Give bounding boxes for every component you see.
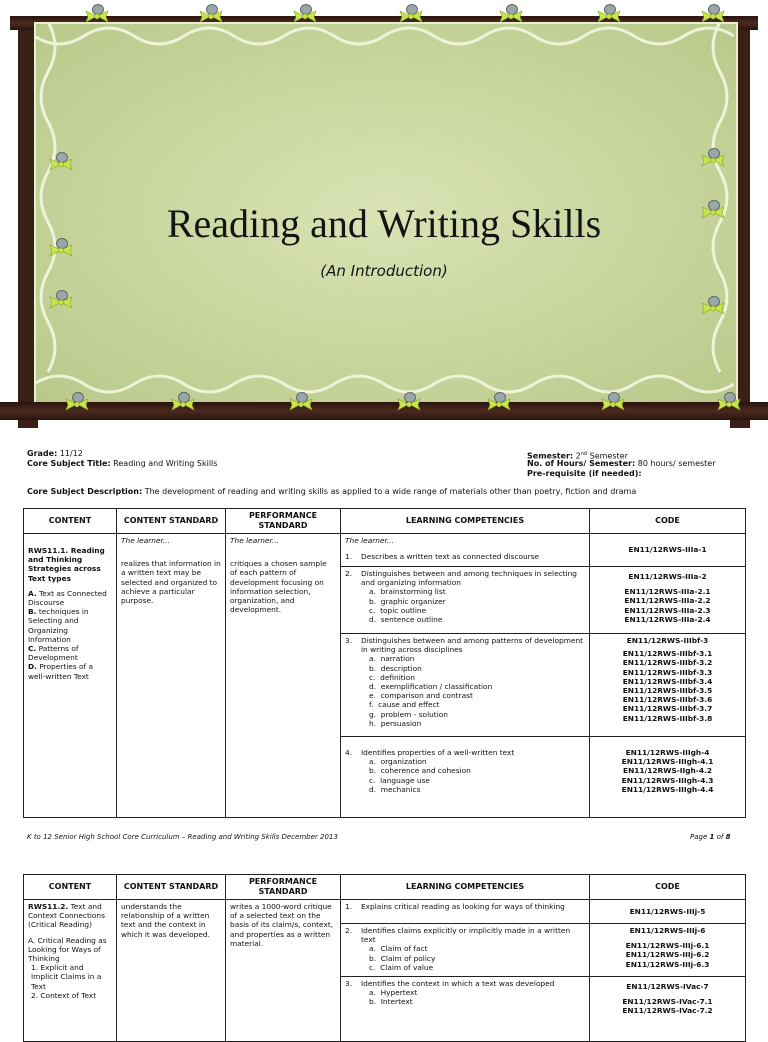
bow-icon (700, 302, 726, 316)
bow-icon (288, 398, 314, 412)
col-header-competencies: LEARNING COMPETENCIES (341, 875, 590, 900)
col-header-content-standard: CONTENT STANDARD (117, 875, 226, 900)
description-value: The development of reading and writing skills as applied to a wide range of materials other than poetry, fiction and drama (144, 487, 637, 496)
content-cell (24, 534, 117, 818)
bow-icon (600, 398, 626, 412)
ribbon-bow-icon (48, 152, 74, 170)
bow-icon (292, 10, 318, 24)
ribbon-bow-icon (700, 148, 726, 166)
hours-line (527, 459, 716, 469)
competency-cell (341, 567, 590, 634)
ribbon-bow-icon (288, 392, 314, 410)
code-cell (590, 924, 746, 977)
competency-code: EN11/12RWS-IIIa-1 (628, 545, 707, 555)
grade-value: 11/12 (59, 449, 83, 458)
competency-sub: d. mechanics (369, 784, 421, 794)
semester-num: 2 (575, 451, 581, 461)
competency-sub: c. topic outline (369, 605, 427, 615)
competency-item: 3. Identifies the context in which a text was developed (345, 979, 555, 988)
description-label: Core Subject Description: (27, 487, 143, 496)
content-item: 1. Explicit and Implicit Claims in a Text (31, 963, 102, 991)
footer-left: K to 12 Senior High School Core Curriculum – Reading and Writing Skills December 2013 (27, 833, 338, 841)
ribbon-bow-icon (498, 4, 524, 22)
competency-subcode: EN11/12RWS-IIIj-6.2 (625, 950, 710, 960)
semester-label: Semester: (527, 451, 574, 461)
code-cell (590, 737, 746, 818)
competency-sub: a. narration (369, 654, 415, 664)
competency-subcode: EN11/12RWS-IIIa-2.2 (624, 596, 711, 606)
bow-icon (170, 398, 196, 412)
competency-sub: a. Hypertext (369, 988, 418, 998)
col-header-performance-standard: PERFORMANCE STANDARD (226, 509, 341, 534)
ribbon-bow-icon (64, 392, 90, 410)
col-header-content-standard: CONTENT STANDARD (117, 509, 226, 534)
col-header-code: CODE (590, 509, 746, 534)
competency-subcode: EN11/12RWS-IIIgh-4.4 (621, 784, 714, 794)
competency-subcode: EN11/12RWS-IIIgh-4.3 (621, 775, 714, 785)
frame-bottom-bar (0, 402, 768, 420)
ribbon-bow-icon (596, 4, 622, 22)
hours-label: No. of Hours/ Semester: (527, 459, 636, 468)
competency-sub: b. coherence and cohesion (369, 766, 471, 776)
competency-code: EN11/12RWS-IIIgh-4 (625, 748, 710, 757)
competency-sub: b. graphic organizer (369, 596, 446, 606)
bow-icon (596, 10, 622, 24)
content-item: D. Properties of a well-written Text (28, 662, 94, 681)
ribbon-bow-icon (396, 392, 422, 410)
ribbon-bow-icon (700, 4, 726, 22)
cover-subtitle: (An Introduction) (320, 262, 448, 280)
competency-item: 2. Identifies claims explicitly or implicitly made in a written text (345, 926, 571, 945)
competency-subcode: EN11/12RWS-IIIbf-3.2 (622, 658, 713, 668)
content-title: RWS11.1. Reading and Thinking Strategies across Text types (28, 546, 105, 583)
performance-standard-cell (226, 900, 341, 1042)
title-value: Reading and Writing Skills (113, 459, 218, 468)
bow-icon (198, 10, 224, 24)
learner-label: The learner... (345, 536, 394, 545)
competency-code: EN11/12RWS-IIIj-5 (629, 906, 706, 916)
competency-sub: f. cause and effect (369, 700, 440, 710)
competency-item: 1. Describes a written text as connected discourse (345, 552, 540, 562)
competency-subcode: EN11/12RWS-IVac-7.1 (622, 997, 713, 1007)
competency-cell (341, 634, 590, 737)
competency-sub: b. description (369, 663, 422, 673)
competency-sub: a. brainstorming list (369, 587, 446, 597)
competency-cell (341, 900, 590, 924)
competency-cell (341, 534, 590, 567)
performance-standard-text: critiques a chosen sample of each pattern of development focusing on information selection, organization, and development. (230, 559, 327, 615)
prereq-label: Pre-requisite (if needed): (527, 469, 642, 478)
bow-icon (48, 158, 74, 172)
competency-subcode: EN11/12RWS-IIIbf-3.3 (622, 667, 713, 677)
col-header-content: CONTENT (24, 509, 117, 534)
code-cell (590, 900, 746, 924)
grade-line (27, 449, 83, 459)
ribbon-bow-icon (292, 4, 318, 22)
competency-subcode: EN11/12RWS-IIIj-6.3 (625, 959, 710, 969)
ribbon-bow-icon (198, 4, 224, 22)
competency-code: EN11/12RWS-IIIj-6 (629, 926, 706, 935)
competency-item: 1. Explains critical reading as looking for ways of thinking (345, 902, 565, 911)
performance-standard-text: writes a 1000-word critique of a selected text on the basis of its claim/s, context, and properties as a written material. (230, 902, 334, 948)
ribbon-bow-icon (700, 296, 726, 314)
ribbon-bow-icon (716, 392, 742, 410)
col-header-content: CONTENT (24, 875, 117, 900)
competency-subcode: EN11/12RWS-IIIa-2.3 (624, 605, 711, 615)
content-standard-cell (117, 900, 226, 1042)
ribbon-bow-icon (84, 4, 110, 22)
cover-title: Reading and Writing Skills (166, 201, 602, 246)
bow-icon (84, 10, 110, 24)
content-cell (24, 900, 117, 1042)
bow-icon (48, 296, 74, 310)
bow-icon (716, 398, 742, 412)
competency-sub: b. Claim of policy (369, 953, 436, 963)
competency-sub: h. persuasion (369, 718, 422, 728)
bow-icon (396, 398, 422, 412)
competency-sub: c. Claim of value (369, 962, 434, 972)
content-item: A. Critical Reading as Looking for Ways of Thinking (28, 935, 107, 964)
competency-item: 3. Distinguishes between and among patterns of development in writing across disciplines (345, 636, 584, 655)
competency-code: EN11/12RWS-IIIbf-3 (626, 636, 709, 645)
competency-subcode: EN11/12RWS-IVac-7.2 (622, 1006, 713, 1016)
content-standard-text: understands the relationship of a written text and the context in which it was developed. (121, 902, 210, 939)
competency-sub: a. Claim of fact (369, 944, 428, 954)
competency-subcode: EN11/12RWS-IIIgh-4.1 (621, 757, 714, 767)
competency-cell (341, 977, 590, 1042)
ribbon-bow-icon (48, 290, 74, 308)
curriculum-table-page1 (23, 508, 746, 818)
competency-subcode: EN11/12RWS-IIIbf-3.1 (622, 649, 713, 659)
competency-sub: c. language use (369, 775, 430, 785)
bow-icon (700, 10, 726, 24)
competency-sub: a. organization (369, 757, 427, 767)
table-header-row (24, 509, 746, 534)
description-line (27, 487, 747, 496)
table-header-row (24, 875, 746, 900)
performance-standard-cell (226, 534, 341, 818)
footer-page: Page 1 of 8 (690, 833, 731, 841)
competency-subcode: EN11/12RWS-IIIbf-3.4 (622, 676, 713, 686)
content-item: B. techniques in Selecting and Organizing Information (28, 607, 89, 644)
bow-icon (498, 10, 524, 24)
curriculum-table-page2 (23, 874, 746, 1042)
semester-sup: nd (580, 451, 588, 457)
col-header-competencies: LEARNING COMPETENCIES (341, 509, 590, 534)
content-standard-cell (117, 534, 226, 818)
competency-item: 4. Identifies properties of a well-written text (345, 748, 515, 757)
bow-icon (64, 398, 90, 412)
ribbon-bow-icon (398, 4, 424, 22)
competency-subcode: EN11/12RWS-IIIj-6.1 (625, 941, 710, 951)
content-item: C. Patterns of Development (28, 644, 79, 663)
competency-cell (341, 924, 590, 977)
competency-subcode: EN11/12RWS-IIgh-4.2 (623, 766, 712, 776)
content-title: RWS11.2. Text and Context Connections (Critical Reading) (28, 902, 105, 930)
ribbon-bow-icon (600, 392, 626, 410)
competency-subcode: EN11/12RWS-IIIbf-3.5 (622, 686, 713, 696)
table-row (24, 534, 746, 567)
competency-sub: b. Intertext (369, 997, 413, 1007)
col-header-performance-standard: PERFORMANCE STANDARD (226, 875, 341, 900)
competency-sub: g. problem - solution (369, 709, 448, 719)
code-cell (590, 634, 746, 737)
competency-sub: c. definition (369, 672, 415, 682)
competency-cell (341, 737, 590, 818)
competency-sub: d. sentence outline (369, 615, 443, 625)
competency-code: EN11/12RWS-IVac-7 (626, 982, 709, 991)
competency-subcode: EN11/12RWS-IIIbf-3.6 (622, 695, 713, 705)
prereq-line (527, 469, 642, 479)
content-standard-text: realizes that information in a written text may be selected and organized to achieve a particular purpose. (121, 559, 221, 606)
code-cell (590, 567, 746, 634)
competency-sub: e. comparison and contrast (369, 691, 473, 701)
code-cell (590, 534, 746, 567)
hours-value: 80 hours/ semester (637, 459, 716, 468)
grade-label: Grade: (27, 449, 58, 458)
competency-item: 2. Distinguishes between and among techniques in selecting and organizing information (345, 569, 578, 588)
competency-subcode: EN11/12RWS-IIIa-2.1 (624, 587, 711, 597)
learner-label: The learner... (230, 536, 279, 545)
learner-label: The learner... (121, 536, 170, 545)
title-line (27, 459, 217, 469)
code-cell (590, 977, 746, 1042)
content-item: 2. Context of Text (31, 990, 97, 1000)
bow-icon (398, 10, 424, 24)
content-item: A. Text as Connected Discourse (28, 588, 107, 608)
semester-rest: Semester (589, 451, 628, 461)
competency-code: EN11/12RWS-IIIa-2 (628, 572, 707, 581)
competency-subcode: EN11/12RWS-IIIbf-3.7 (622, 704, 713, 714)
competency-sub: d. exemplification / classification (369, 682, 493, 692)
ribbon-bow-icon (170, 392, 196, 410)
competency-subcode: EN11/12RWS-IIIbf-3.8 (622, 713, 713, 723)
bow-icon (700, 154, 726, 168)
bow-icon (486, 398, 512, 412)
competency-subcode: EN11/12RWS-IIIa-2.4 (624, 614, 711, 624)
title-label: Core Subject Title: (27, 459, 111, 468)
ribbon-bow-icon (486, 392, 512, 410)
cover-banner (0, 0, 768, 430)
table-row (24, 900, 746, 924)
col-header-code: CODE (590, 875, 746, 900)
